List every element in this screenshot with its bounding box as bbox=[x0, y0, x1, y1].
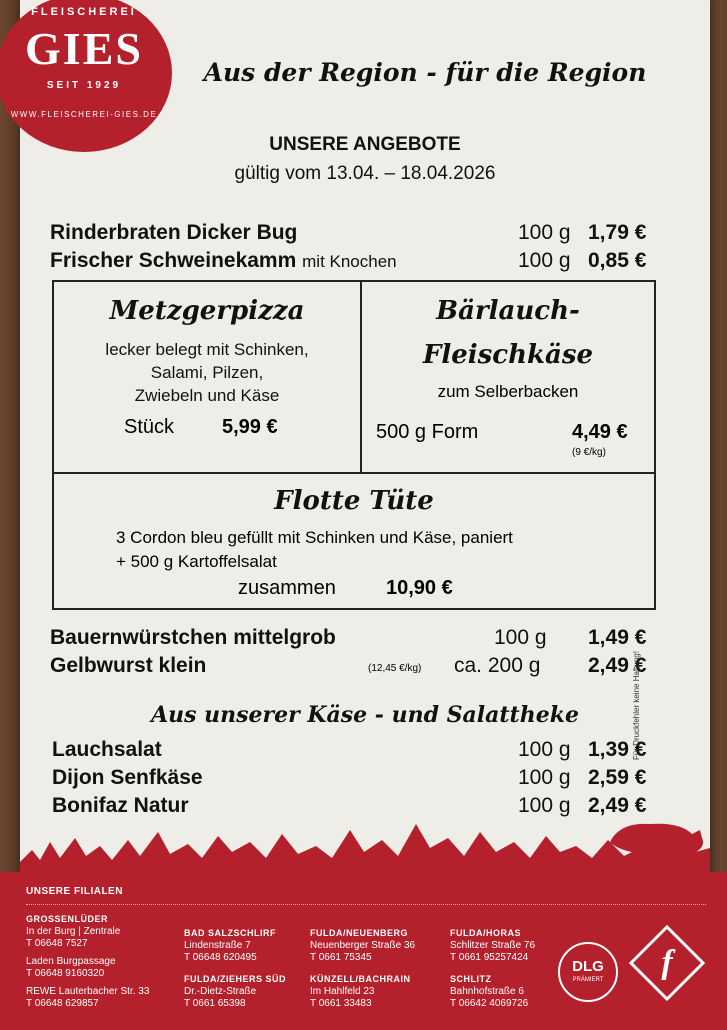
branch-phone: T 06648 629857 bbox=[26, 998, 99, 1009]
branch-address: REWE Lauterbacher Str. 33 bbox=[26, 986, 150, 997]
dlg-name: DLG bbox=[572, 958, 604, 975]
branch-head: FULDA/NEUENBERG bbox=[310, 928, 409, 938]
branch-address: Lindenstraße 7 bbox=[184, 940, 251, 951]
baerlauch-price: 4,49 € bbox=[572, 421, 628, 443]
pizza-desc bbox=[54, 338, 360, 407]
branch-phone: T 0661 95257424 bbox=[450, 952, 529, 963]
branch-address: In der Burg | Zentrale bbox=[26, 926, 121, 937]
tuete-line-1: 3 Cordon bleu gefüllt mit Schinken und Käse, paniert bbox=[116, 528, 513, 547]
branch-phone: T 0661 33483 bbox=[310, 998, 372, 1009]
item-qty: 100 g bbox=[518, 738, 571, 761]
branch-phone: T 0661 75345 bbox=[310, 952, 372, 963]
baerlauch-title-2: Fleischkäse bbox=[422, 340, 594, 370]
branch-address: Neuenberger Straße 36 bbox=[310, 940, 416, 951]
baerlauch-unit: 500 g Form bbox=[376, 421, 479, 443]
item-price: 1,79 € bbox=[588, 221, 647, 244]
branch-head: BAD SALZSCHLIRF bbox=[184, 928, 276, 938]
pizza-desc-line: lecker belegt mit Schinken, bbox=[105, 340, 309, 359]
baerlauch-box bbox=[360, 280, 656, 474]
baerlauch-title-1: Bärlauch- bbox=[436, 296, 580, 326]
pizza-price: 5,99 € bbox=[222, 416, 278, 438]
item-name: Frischer Schweinekamm bbox=[50, 249, 297, 272]
branch-phone: T 06648 620495 bbox=[184, 952, 257, 963]
item-qty: ca. 200 g bbox=[454, 654, 541, 677]
item-price: 1,49 € bbox=[588, 626, 647, 649]
branch-phone: T 0661 65398 bbox=[184, 998, 246, 1009]
branch-address: Schlitzer Straße 76 bbox=[450, 940, 536, 951]
branch-phone: T 06648 7527 bbox=[26, 938, 88, 949]
dlg-sub: PRÄMIERT bbox=[572, 977, 604, 983]
item-name: Dijon Senfkäse bbox=[52, 766, 203, 789]
branch-head: KÜNZELL/BACHRAIN bbox=[310, 974, 411, 984]
item-price: 2,59 € bbox=[588, 766, 647, 789]
item-qty: 100 g bbox=[494, 626, 547, 649]
item-name: Gelbwurst klein bbox=[50, 654, 207, 677]
fleischer-mark-letter: f bbox=[661, 944, 673, 981]
item-price: 2,49 € bbox=[588, 654, 647, 677]
dlg-seal-icon bbox=[558, 942, 618, 1002]
fleischer-mark-icon bbox=[629, 925, 705, 1001]
logo-name: GIES bbox=[25, 23, 143, 74]
item-price: 2,49 € bbox=[588, 794, 647, 817]
item-name: Rinderbraten Dicker Bug bbox=[50, 221, 298, 244]
footer-title: UNSERE FILIALEN bbox=[26, 886, 123, 897]
baerlauch-per-kg: (9 €/kg) bbox=[572, 447, 606, 458]
branch-address: Bahnhofstraße 6 bbox=[450, 986, 524, 997]
branch-address: Laden Burgpassage bbox=[26, 956, 116, 967]
item-qty: 100 g bbox=[518, 221, 571, 244]
pizza-desc-line: Zwiebeln und Käse bbox=[134, 386, 280, 405]
disclaimer: Für Druckfehler keine Haftung! bbox=[632, 651, 641, 760]
footer-divider bbox=[26, 904, 706, 905]
branch-head: SCHLITZ bbox=[450, 974, 492, 984]
pizza-box bbox=[52, 280, 362, 474]
pizza-desc-line: Salami, Pilzen, bbox=[150, 363, 264, 382]
theke-title: Aus unserer Käse - und Salattheke bbox=[151, 702, 579, 728]
list-item bbox=[50, 249, 397, 273]
tuete-unit: zusammen bbox=[238, 577, 336, 599]
branch-head: FULDA/HORAS bbox=[450, 928, 521, 938]
branch-head: FULDA/ZIEHERS SÜD bbox=[184, 974, 287, 984]
list-item bbox=[50, 221, 297, 245]
item-qty: 100 g bbox=[518, 766, 571, 789]
item-name: Bonifaz Natur bbox=[52, 794, 189, 817]
logo-url: WWW.FLEISCHEREI-GIES.DE bbox=[10, 110, 158, 119]
tuete-line-2: + 500 g Kartoffelsalat bbox=[116, 552, 277, 571]
offer-title: UNSERE ANGEBOTE bbox=[269, 134, 461, 155]
headline: Aus der Region - für die Region bbox=[203, 58, 647, 87]
branch-address: Im Hahlfeld 23 bbox=[310, 986, 375, 997]
item-price: 1,39 € bbox=[588, 738, 647, 761]
item-name: Lauchsalat bbox=[52, 738, 162, 761]
item-qty: 100 g bbox=[518, 249, 571, 272]
baerlauch-desc: zum Selberbacken bbox=[437, 382, 579, 401]
branch-address: Dr.-Dietz-Straße bbox=[184, 986, 257, 997]
footer bbox=[0, 872, 727, 1030]
pizza-title: Metzgerpizza bbox=[109, 296, 305, 326]
branch-head: GROSSENLÜDER bbox=[26, 914, 109, 924]
tuete-title: Flotte Tüte bbox=[274, 486, 434, 516]
item-note: (12,45 €/kg) bbox=[368, 663, 422, 674]
tuete-price: 10,90 € bbox=[386, 577, 453, 599]
tuete-box bbox=[52, 472, 656, 610]
logo-since: SEIT 1929 bbox=[46, 80, 122, 91]
branch-phone: T 06642 4069726 bbox=[450, 998, 529, 1009]
branch-phone: T 06648 9160320 bbox=[26, 968, 105, 979]
validity: gültig vom 13.04. – 18.04.2026 bbox=[234, 163, 496, 184]
item-price: 0,85 € bbox=[588, 249, 647, 272]
item-qty: 100 g bbox=[518, 794, 571, 817]
logo-top-text: FLEISCHEREI bbox=[31, 6, 137, 18]
pizza-unit: Stück bbox=[124, 416, 175, 438]
item-name: Bauernwürstchen mittelgrob bbox=[50, 626, 336, 649]
item-note: mit Knochen bbox=[302, 252, 397, 271]
